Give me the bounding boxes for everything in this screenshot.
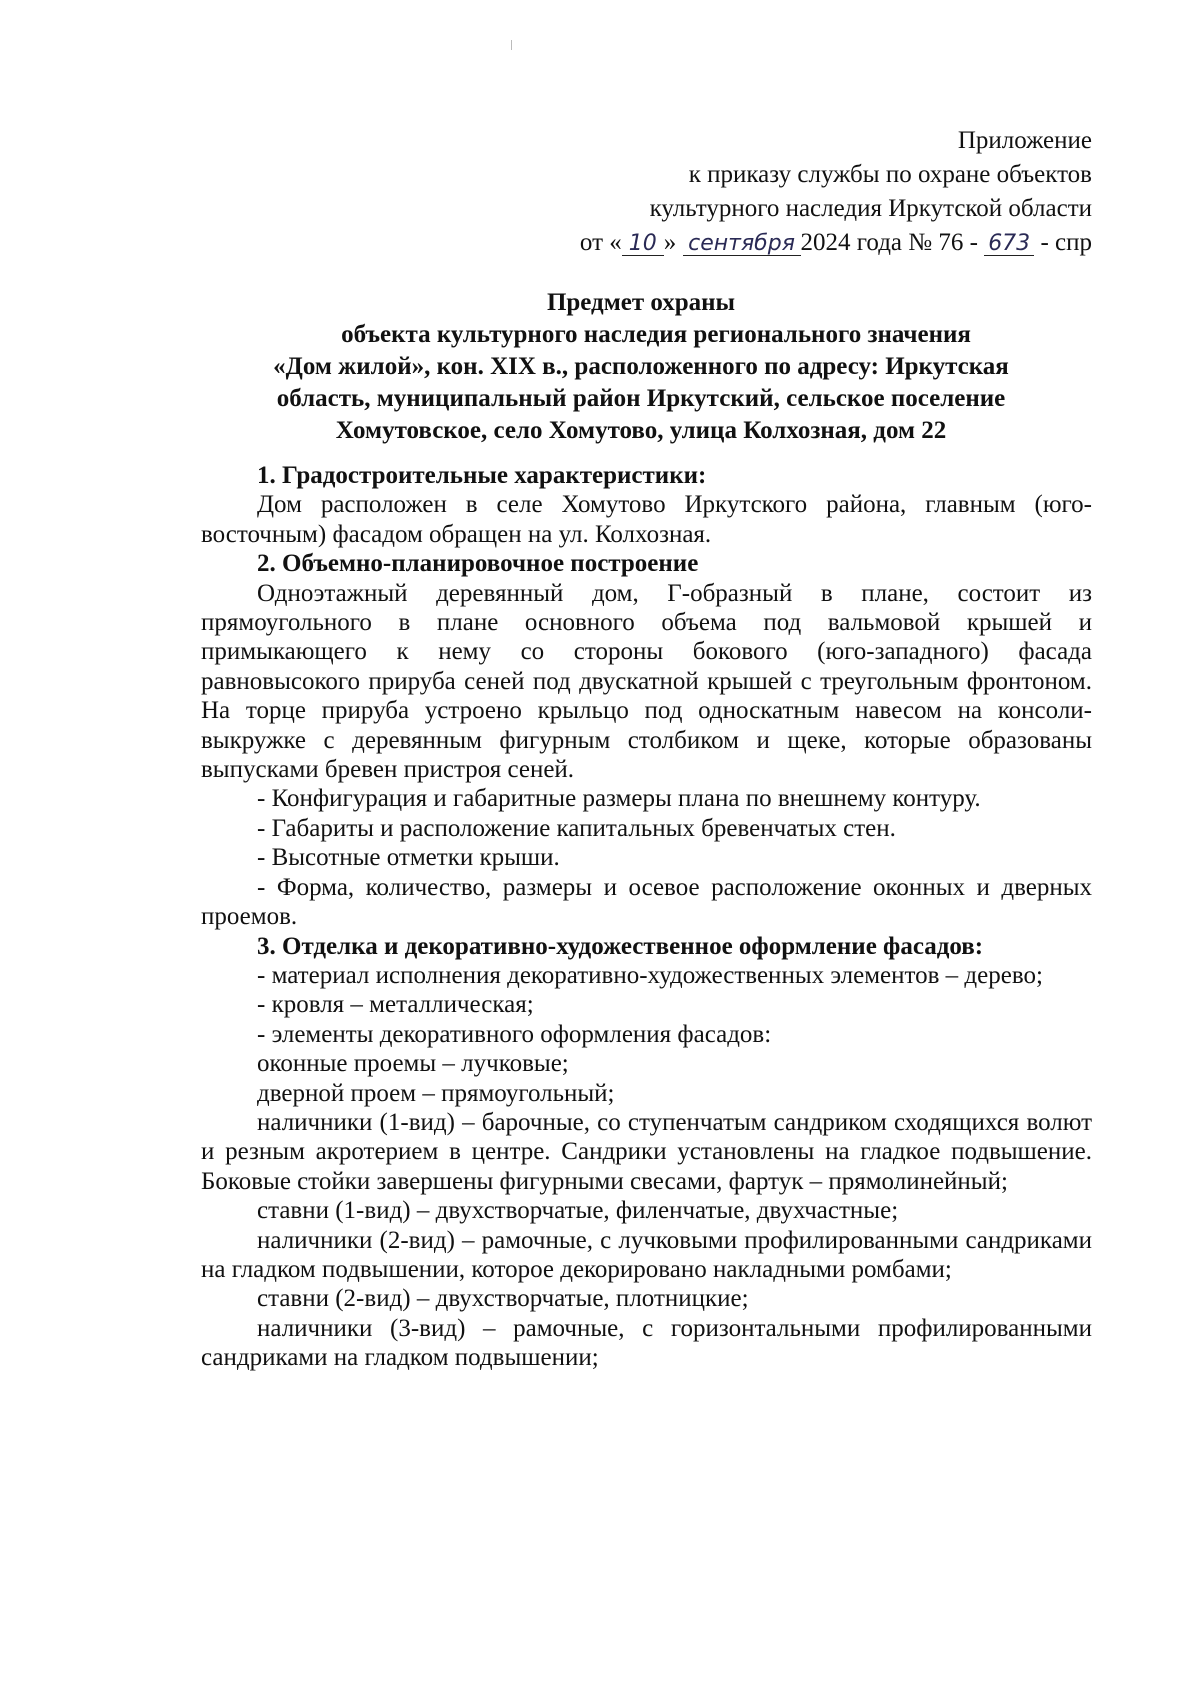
doc-suffix: - спр bbox=[1040, 229, 1092, 256]
section-heading-2: 2. Объемно-планировочное построение bbox=[257, 550, 699, 578]
title-line-3: «Дом жилой», кон. XIX в., расположенного по адресу: Иркутская bbox=[273, 353, 1009, 380]
list-item: - кровля – металлическая; bbox=[257, 991, 534, 1019]
appendix-header bbox=[580, 124, 1092, 260]
list-item: - Габариты и расположение капитальных бревенчатых стен. bbox=[257, 814, 896, 842]
list-item: - Высотные отметки крыши. bbox=[257, 844, 560, 872]
handwritten-doc-number: 673 bbox=[984, 233, 1034, 256]
section-heading-3: 3. Отделка и декоративно-художественное оформление фасадов: bbox=[257, 932, 984, 960]
list-item: - Конфигурация и габаритные размеры плана по внешнему контуру. bbox=[257, 785, 981, 813]
list-item: оконные проемы – лучковые; bbox=[257, 1050, 569, 1078]
paragraph: Дом расположен в селе Хомутово Иркутского района, главным (юго-восточным) фасадом обращен на ул. Колхозная. bbox=[201, 491, 1092, 548]
paragraph: Одноэтажный деревянный дом, Г-образный в плане, состоит из прямоугольного в плане основного объема под вальмовой крышей и примыкающего к нему со стороны бокового (юго-западного) фасада равновысокого прируба сеней под двускатной крышей с треугольным фронтоном. На торце прируба устроено крыльцо под односкатным навесом на консоли-выкружке с деревянным фигурным столбиком и щеке, которые образованы выпусками бревен пристроя сеней. bbox=[201, 579, 1092, 784]
paragraph: наличники (2-вид) – рамочные, с лучковыми профилированными сандриками на гладком подвышении, которое декорировано накладными ромбами; bbox=[201, 1226, 1092, 1283]
appendix-order-line: к приказу службы по охране объектов bbox=[688, 161, 1092, 188]
title-line-1: Предмет охраны bbox=[546, 289, 736, 316]
appendix-date-line bbox=[580, 226, 1092, 260]
document-title bbox=[190, 287, 1092, 447]
list-item: ставни (2-вид) – двухстворчатые, плотницкие; bbox=[257, 1285, 749, 1313]
list-item: ставни (1-вид) – двухстворчатые, филенчатые, двухчастные; bbox=[257, 1197, 899, 1225]
title-line-2: объекта культурного наследия регионального значения bbox=[341, 321, 971, 348]
list-item: дверной проем – прямоугольный; bbox=[257, 1079, 615, 1107]
scan-mark bbox=[511, 40, 512, 50]
appendix-label: Приложение bbox=[957, 127, 1092, 154]
title-line-5: Хомутовское, село Хомутово, улица Колхозная, дом 22 bbox=[335, 417, 947, 444]
section-heading-1: 1. Градостроительные характеристики: bbox=[257, 462, 707, 489]
paragraph: наличники (3-вид) – рамочные, с горизонтальными профилированными сандриками на гладком подвышении; bbox=[201, 1314, 1092, 1372]
handwritten-day: 10 bbox=[622, 233, 664, 256]
handwritten-month: сентября bbox=[683, 233, 801, 256]
list-item: - материал исполнения декоративно-художественных элементов – дерево; bbox=[257, 961, 1043, 989]
list-item: - Форма, количество, размеры и осевое расположение оконных и дверных проемов. bbox=[201, 873, 1092, 931]
date-mid: » bbox=[663, 229, 677, 256]
date-prefix: от « bbox=[579, 229, 622, 256]
list-item: - элементы декоративного оформления фасадов: bbox=[257, 1020, 772, 1048]
paragraph: наличники (1-вид) – барочные, со ступенчатым сандриком сходящихся волют и резным акротерием в центре. Сандрики установлены на гладкое подвышение. Боковые стойки завершены фигурными свесами, фартук – прямолинейный; bbox=[201, 1108, 1092, 1195]
document-body bbox=[201, 461, 1092, 1373]
title-line-4: область, муниципальный район Иркутский, сельское поселение bbox=[276, 385, 1006, 412]
appendix-agency-line: культурного наследия Иркутской области bbox=[649, 195, 1092, 222]
date-year: 2024 года № 76 - bbox=[800, 229, 978, 256]
